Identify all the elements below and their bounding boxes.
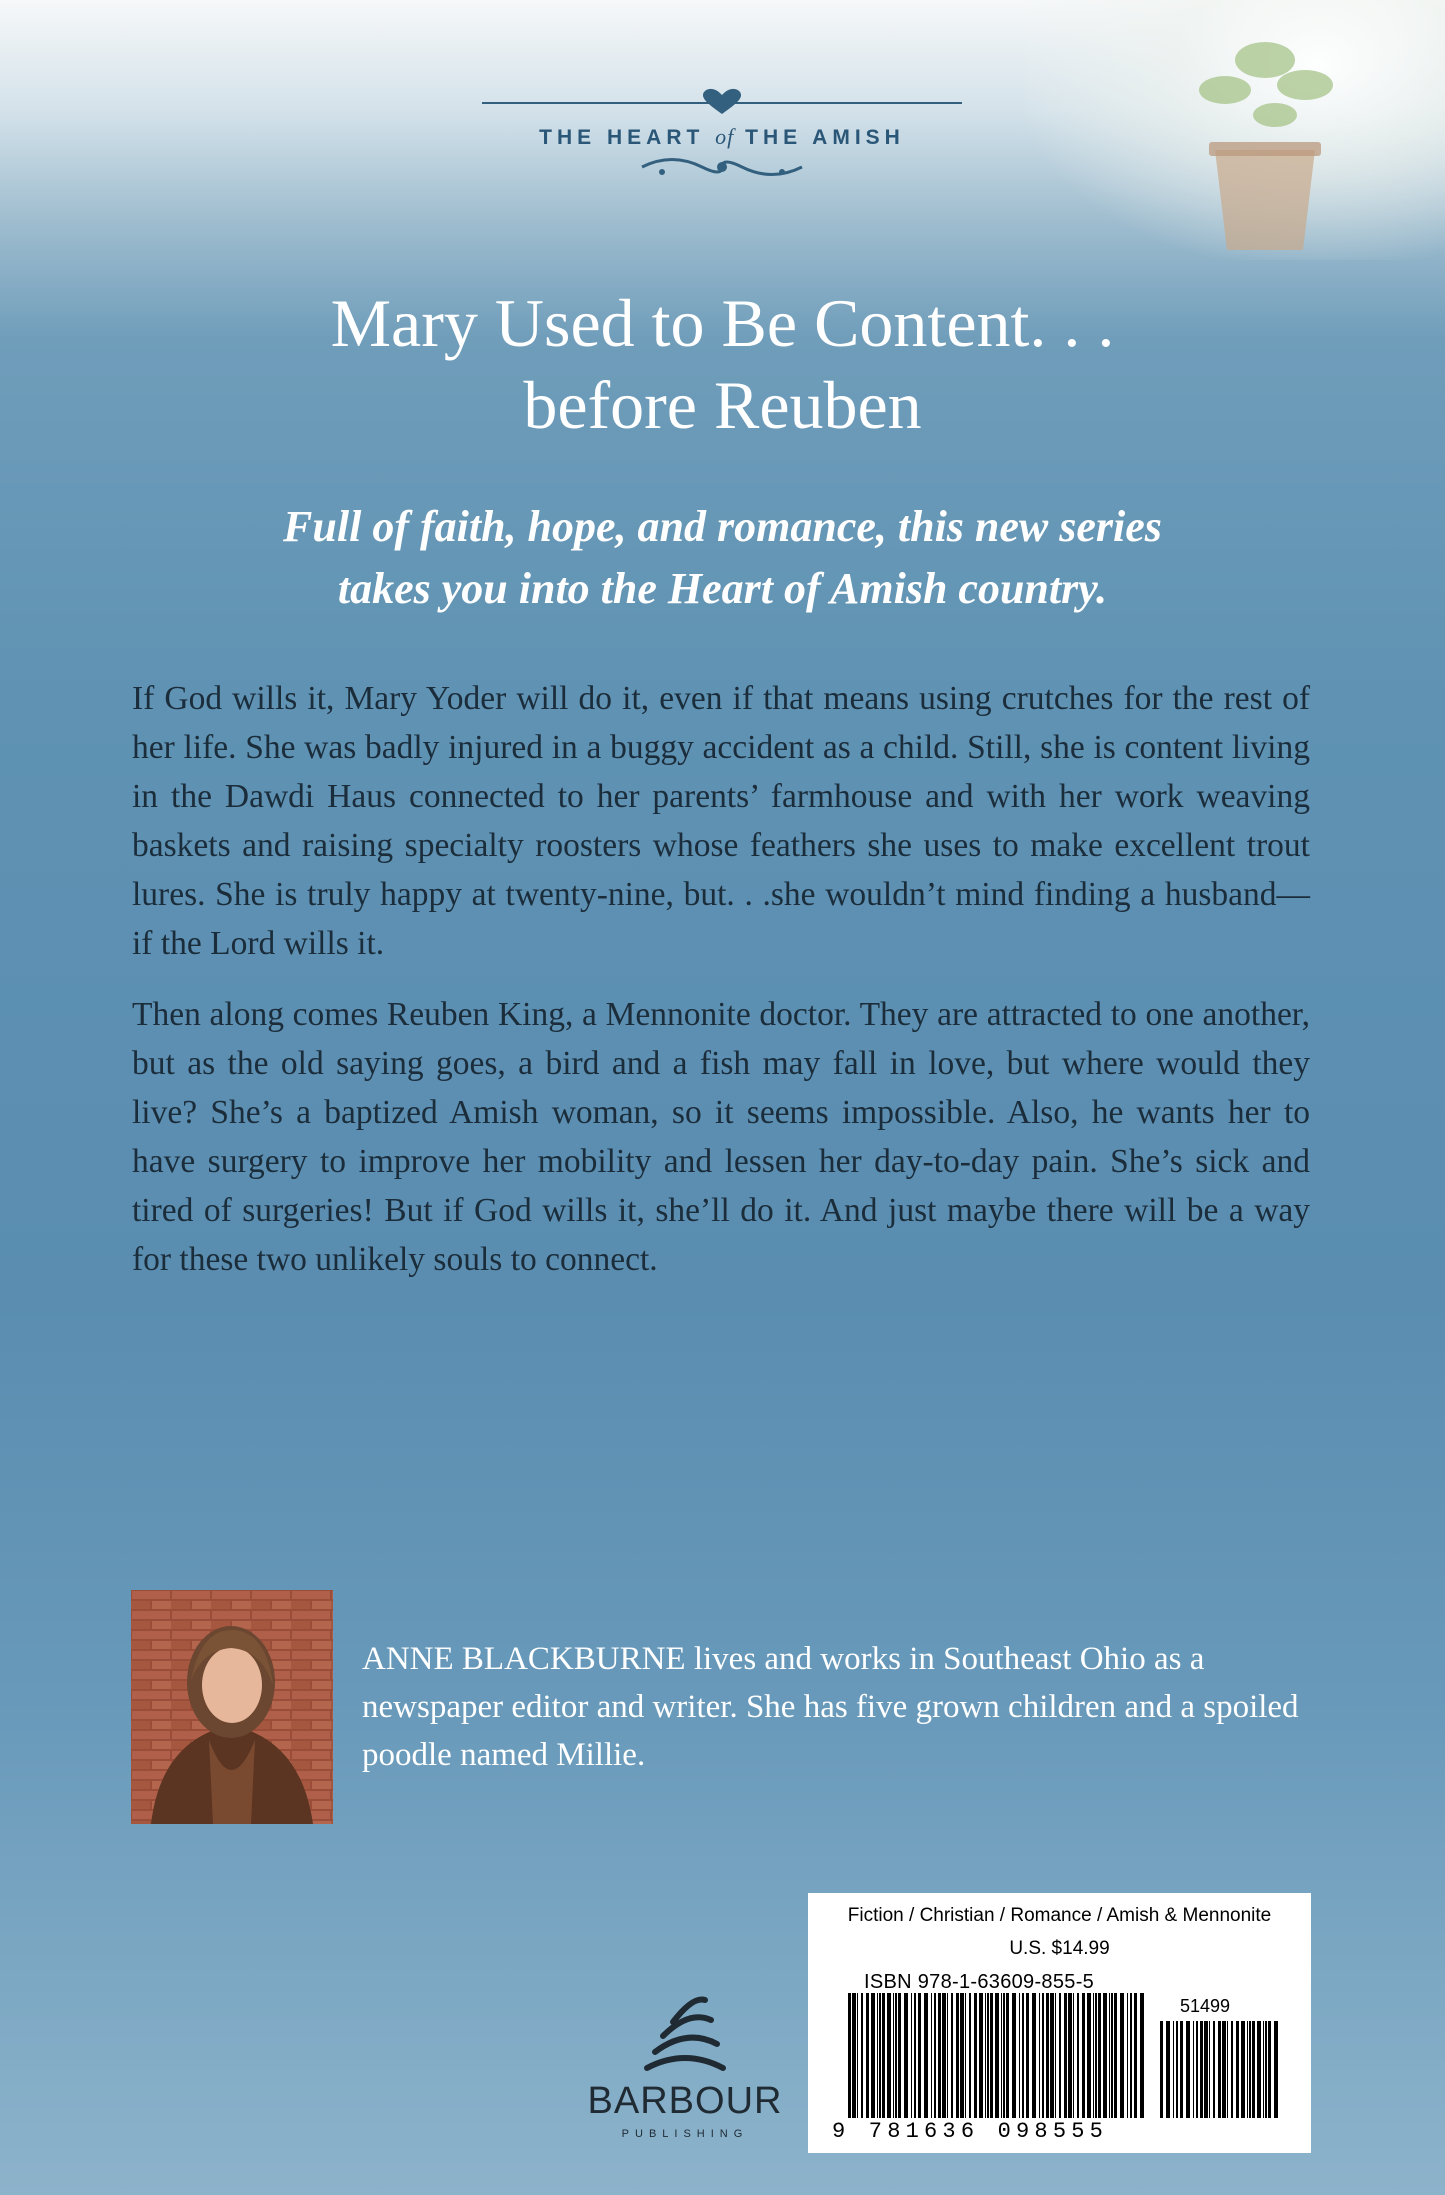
barcode-bar	[947, 1993, 948, 2118]
headline-line-2: before Reuben	[523, 367, 922, 443]
addon-barcode	[1160, 2021, 1280, 2118]
book-description	[132, 674, 1310, 1306]
barcode-bar	[887, 1993, 891, 2118]
barcode-bar	[1193, 2021, 1194, 2118]
tagline	[140, 496, 1305, 620]
barcode-bar	[879, 1993, 881, 2118]
barcode-bar	[1109, 1993, 1110, 2118]
book-category: Fiction / Christian / Romance / Amish & Mennonite	[847, 1905, 1272, 1926]
headline	[120, 282, 1325, 446]
barcode-bar	[1001, 1993, 1002, 2118]
barcode-bar	[1103, 1993, 1107, 2118]
barcode-bar	[1231, 2021, 1233, 2118]
barcode-bar	[1087, 1993, 1091, 2118]
barcode-bar	[1263, 2021, 1264, 2118]
barcode-bar	[1073, 1993, 1074, 2118]
barcode-bar	[1209, 2021, 1210, 2118]
barcode-bar	[1012, 1993, 1016, 2118]
barcode-bar	[1082, 1993, 1085, 2118]
publisher-name: BARBOUR	[587, 2080, 783, 2122]
heart-icon	[700, 88, 744, 114]
barcode-bar	[848, 1993, 851, 2118]
barcode-bar	[1274, 2021, 1278, 2118]
barcode-bar	[904, 1993, 908, 2118]
author-photo	[131, 1590, 333, 1824]
author-bio: ANNE BLACKBURNE lives and works in Southeast Ohio as a newspaper editor and writer. She has five grown children and a spoiled poodle named Millie.	[362, 1641, 1299, 1773]
barcode-bar	[1213, 2021, 1215, 2118]
barcode-bar	[1186, 2021, 1190, 2118]
barcode-bar	[1095, 1993, 1097, 2118]
barcode-bar	[1265, 2021, 1267, 2118]
barcode-bar	[1093, 1993, 1094, 2118]
barcode-bar	[893, 1993, 894, 2118]
barcode-bar	[1173, 2021, 1174, 2118]
barcode-bar	[857, 1993, 858, 2118]
barcode-bar	[924, 1993, 928, 2118]
barcode-bar	[951, 1993, 953, 2118]
plant-icon	[1145, 20, 1385, 260]
barcode-bar	[1120, 1993, 1124, 2118]
book-price: U.S. $14.99	[1009, 1938, 1110, 1959]
headline-line-1: Mary Used to Be Content. . .	[330, 285, 1115, 361]
barcode-bar	[1114, 1993, 1117, 2118]
barcode-bar	[960, 1993, 964, 2118]
barcode-bar	[987, 1993, 989, 2118]
barcode-bar	[1039, 1993, 1040, 2118]
barcode-bar	[1200, 2021, 1203, 2118]
barcode-bar	[1176, 2021, 1178, 2118]
barcode-bar	[979, 1993, 983, 2118]
barcode-bar	[1127, 1993, 1128, 2118]
tagline-line-1: Full of faith, hope, and romance, this new series	[283, 502, 1162, 551]
isbn-label: ISBN 978-1-63609-855-5	[864, 1971, 1095, 1993]
barcode-bar	[866, 1993, 869, 2118]
barcode-bar	[1026, 1993, 1029, 2118]
barcode-bar	[1140, 1993, 1144, 2118]
price-addon-code: 51499	[1180, 1996, 1231, 2016]
barcode-bar	[1236, 2021, 1239, 2118]
barcode-bar	[1130, 1993, 1132, 2118]
barcode-bar	[1022, 1993, 1024, 2118]
barcode-bar	[898, 1993, 901, 2118]
barcode-bar	[852, 1993, 856, 2118]
barcode-bar	[1180, 2021, 1183, 2118]
barcode-bar	[965, 1993, 966, 2118]
description-paragraph-1: If God wills it, Mary Yoder will do it, even if that means using crutches for the rest of her life. She was badly injured in a buggy accident as a child. Still, she is content living in the Dawdi Haus connected to her parents’ farmhouse and with her work weaving baskets and raising specialty roosters whose feathers she uses to make excellent trout lures. She is truly happy at twenty-nine, but. . .she wouldn’t mind finding a husband—if the Lord wills it.	[132, 680, 1310, 962]
barcode-bar	[1247, 2021, 1248, 2118]
barcode-bar	[1111, 1993, 1113, 2118]
publisher-subname: PUBLISHING	[621, 2128, 749, 2140]
tagline-line-2: takes you into the Heart of Amish country.	[337, 564, 1108, 613]
barcode-digits: 9 781636 098555	[832, 2119, 1109, 2144]
isbn-barcode	[848, 1993, 1148, 2118]
series-title: THE HEART of THE AMISH	[539, 124, 905, 149]
barcode-bar	[1064, 1993, 1067, 2118]
barcode-bar	[1077, 1993, 1079, 2118]
barcode-bar	[914, 1993, 916, 2118]
barcode-bar	[1019, 1993, 1020, 2118]
barcode-bar	[934, 1993, 936, 2118]
barcode-bar	[877, 1993, 878, 2118]
barcode-bar	[1160, 2021, 1163, 2118]
barcode-bar	[1218, 2021, 1221, 2118]
barcode-bar	[1042, 1993, 1044, 2118]
barcode-bar	[1032, 1993, 1036, 2118]
barcode-bar	[871, 1993, 875, 2118]
barcode-bar	[974, 1993, 977, 2118]
barcode-bar	[861, 1993, 863, 2118]
barcode-bar	[882, 1993, 885, 2118]
barcode-bar	[1134, 1993, 1137, 2118]
publisher-book-icon	[585, 1988, 785, 2078]
barcode-bar	[918, 1993, 921, 2118]
publisher-logo	[585, 1988, 785, 2153]
barcode-bar	[1257, 2021, 1261, 2118]
barcode-bar	[956, 1993, 959, 2118]
barcode-bar	[1241, 2021, 1245, 2118]
barcode-bar	[1055, 1993, 1056, 2118]
series-logo	[482, 92, 962, 182]
barcode-bar	[990, 1993, 993, 2118]
barcode-bar	[995, 1993, 999, 2118]
barcode-bar	[1006, 1993, 1009, 2118]
barcode-bar	[1098, 1993, 1101, 2118]
barcode-bar	[985, 1993, 986, 2118]
description-paragraph-2: Then along comes Reuben King, a Mennonite doctor. They are attracted to one another, but as the old saying goes, a bird and a fish may fall in love, but where would they live? She’s a baptized Amish woman, so it seems impossible. Also, he wants her to have surgery to improve her mobility and lessen her day-to-day pain. She’s sick and tired of surgeries! But if God wills it, she’ll do it. And just maybe there will be a way for these two unlikely souls to connect.	[132, 996, 1310, 1278]
barcode-bar	[895, 1993, 897, 2118]
barcode-bar	[1227, 2021, 1228, 2118]
barcode-panel	[808, 1893, 1311, 2153]
barcode-bar	[969, 1993, 971, 2118]
barcode-bar	[1068, 1993, 1072, 2118]
barcode-bar	[1204, 2021, 1208, 2118]
barcode-bar	[1196, 2021, 1198, 2118]
barcode-bar	[938, 1993, 941, 2118]
barcode-bar	[1249, 2021, 1251, 2118]
barcode-bar	[1222, 2021, 1226, 2118]
barcode-bar	[911, 1993, 912, 2118]
barcode-bar	[1252, 2021, 1255, 2118]
barcode-bar	[1003, 1993, 1005, 2118]
flourish-icon	[632, 152, 812, 182]
barcode-bar	[1166, 2021, 1170, 2118]
barcode-bar	[931, 1993, 932, 2118]
barcode-bar	[1059, 1993, 1061, 2118]
barcode-bar	[942, 1993, 946, 2118]
barcode-bar	[1046, 1993, 1049, 2118]
barcode-bar	[1268, 2021, 1271, 2118]
barcode-bar	[1050, 1993, 1054, 2118]
